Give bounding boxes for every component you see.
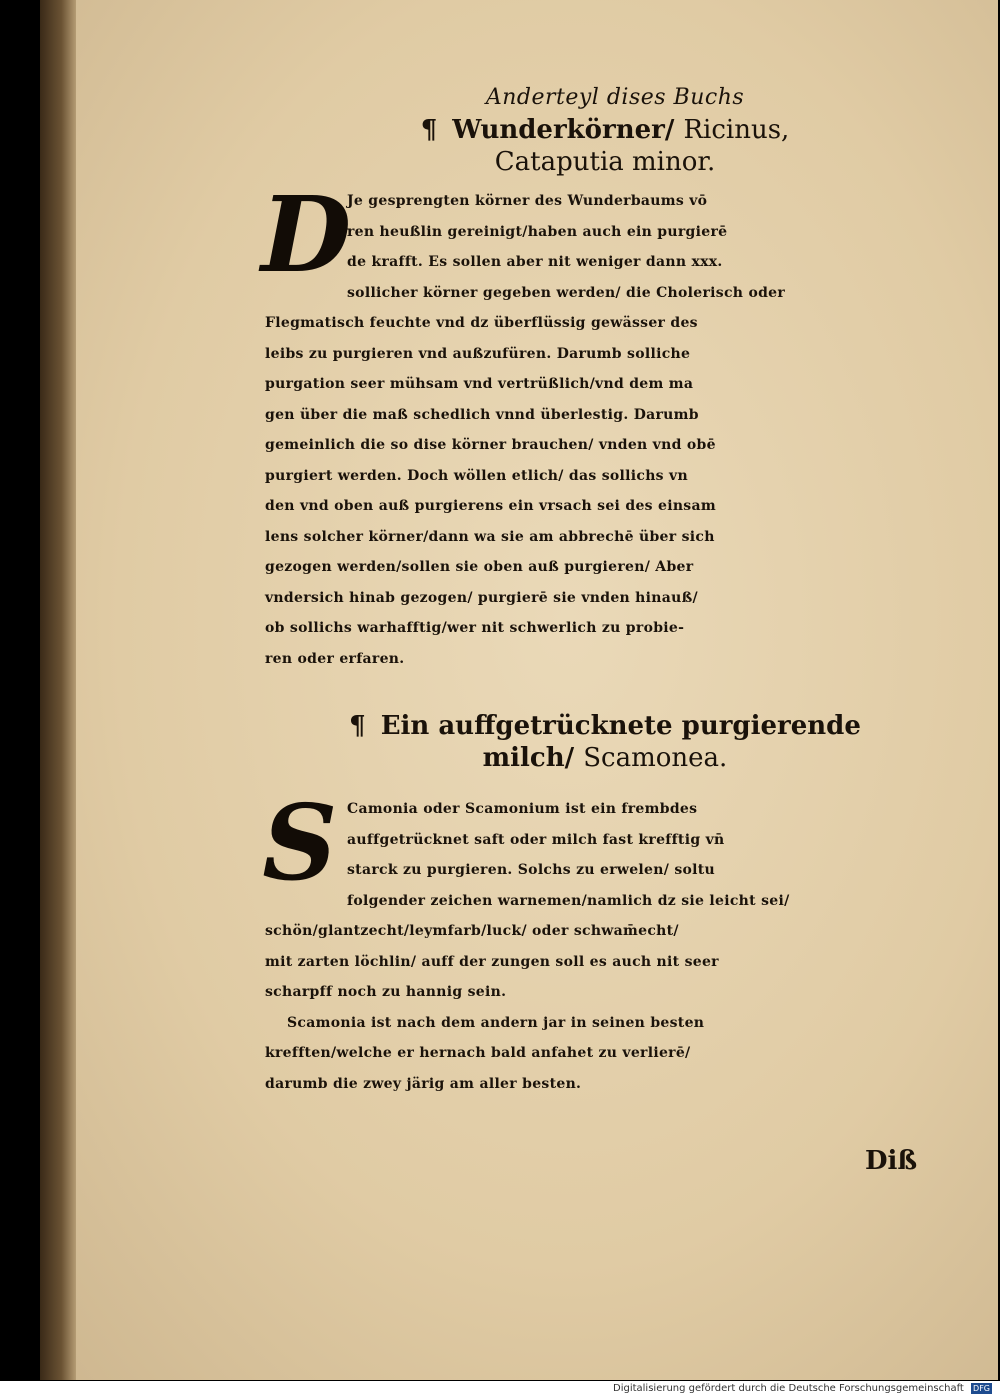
text-line: vndersich hinab gezogen/ purgierē sie vnden hinauß/ (265, 589, 698, 606)
text-line: darumb die zwey järig am aller besten. (265, 1075, 582, 1092)
text-line: Flegmatisch feuchte vnd dz überflüssig gewässer des (265, 315, 698, 331)
text-line: gen über die maß schedlich vnnd überlestig. Darumb (265, 406, 699, 423)
text-line: den vnd oben auß purgierens ein vrsach sei des einsam (265, 498, 716, 514)
section1-heading-german: Wunderkörner/ (452, 115, 675, 145)
pilcrow-mark: ¶ (349, 711, 366, 741)
digitization-footer (0, 1381, 1000, 1396)
text-line: ren heußlin gereinigt/haben auch ein purgierē (347, 223, 728, 240)
text-line: ob sollichs warhafftig/wer nit schwerlich zu probie- (265, 620, 685, 636)
section2-heading-german2: milch/ (482, 743, 575, 773)
text-line: Camonia oder Scamonium ist ein frembdes (347, 801, 698, 817)
text-line: starck zu purgieren. Solchs zu erwelen/ soltu (347, 862, 716, 878)
text-line: purgation seer mühsam vnd vertrüßlich/vnd dem ma (265, 376, 694, 392)
section1-heading (265, 114, 945, 146)
text-line: krefften/welche er hernach bald anfahet zu verlierē/ (265, 1045, 691, 1061)
pilcrow-mark: ¶ (420, 115, 438, 145)
text-line: de krafft. Es sollen aber nit weniger dann xxx. (347, 254, 723, 270)
section1-heading-latin1: Ricinus, (683, 115, 790, 145)
section1-subheading (265, 146, 945, 178)
section2-heading-line1: Ein auffgetrücknete purgierende (380, 711, 861, 741)
text-block (261, 85, 945, 1099)
section1-paragraph (261, 173, 945, 674)
section2-paragraph (262, 781, 945, 1099)
text-line: gemeinlich die so dise körner brauchen/ vnden vnd obē (265, 437, 716, 453)
footer-text: Digitalisierung gefördert durch die Deutsche Forschungsgemeinschaft (613, 1383, 964, 1394)
running-head: Anderteyl dises Buchs (485, 85, 745, 110)
decorated-initial-s: S (262, 781, 338, 904)
section1-heading-latin2: Cataputia minor. (494, 147, 716, 177)
section2-subheading (265, 742, 945, 774)
text-line: gezogen werden/sollen sie oben auß purgieren/ Aber (265, 559, 694, 575)
decorated-initial-d: D (261, 173, 352, 296)
section2-heading-latin: Scamonea. (583, 743, 728, 773)
catchword: Diß (865, 1146, 918, 1176)
text-line: schön/glantzecht/leymfarb/luck/ oder schwam̄echt/ (265, 923, 679, 939)
page-gutter-edge (40, 0, 76, 1380)
text-line: auffgetrücknet saft oder milch fast krefftig vn̄ (347, 831, 725, 848)
text-line: lens solcher körner/dann wa sie am abbrechē über sich (265, 528, 715, 545)
dfg-logo: DFG (973, 1383, 990, 1393)
text-line: Je gesprengten körner des Wunderbaums vō (347, 193, 708, 209)
text-line: ren oder erfaren. (265, 650, 405, 667)
text-line: Scamonia ist nach dem andern jar in seinen besten (287, 1014, 705, 1031)
text-line: mit zarten löchlin/ auff der zungen soll es auch nit seer (265, 953, 719, 970)
text-line: folgender zeichen warnemen/namlich dz sie leicht sei/ (347, 892, 790, 909)
text-line: purgiert werden. Doch wöllen etlich/ das sollichs vn (265, 467, 688, 484)
text-line: leibs zu purgieren vnd außzufüren. Darumb solliche (265, 345, 691, 362)
section2-heading (265, 710, 945, 742)
text-line: sollicher körner gegeben werden/ die Cholerisch oder (347, 284, 786, 301)
text-line: scharpff noch zu hannig sein. (265, 984, 507, 1000)
book-page (40, 0, 998, 1380)
